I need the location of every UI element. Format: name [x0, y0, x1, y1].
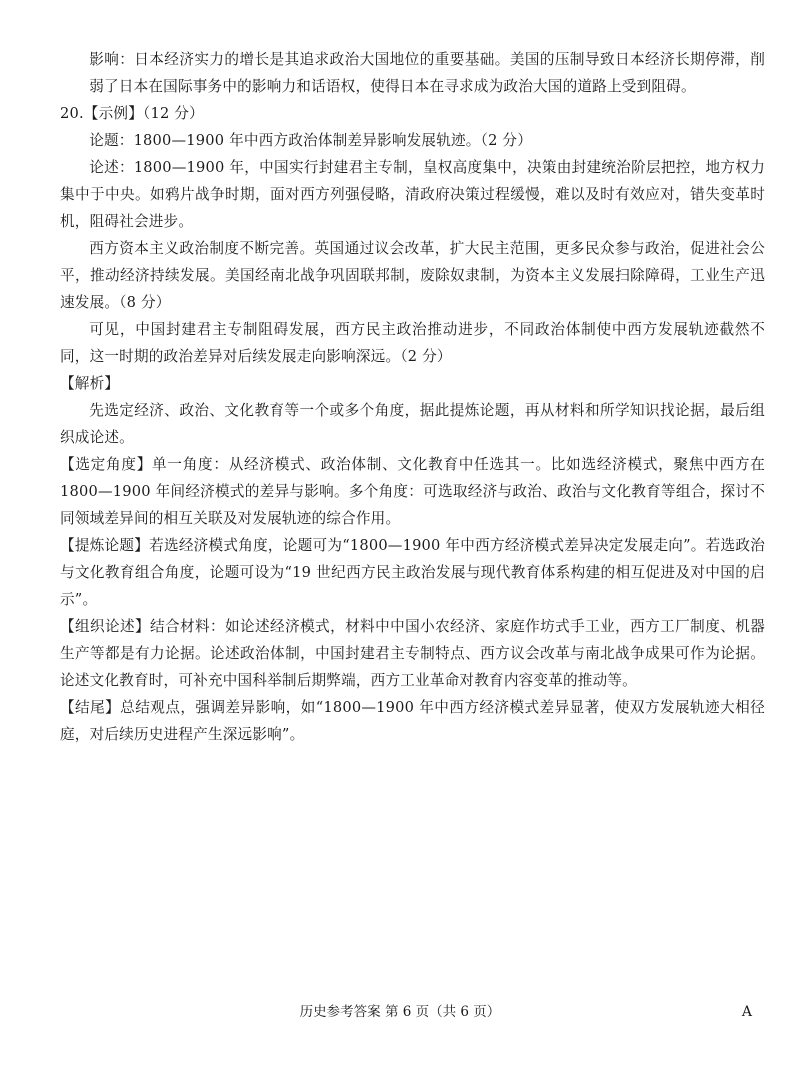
paper-version-mark: A: [741, 1004, 752, 1020]
thesis-paragraph: 论题：1800—1900 年中西方政治体制差异影响发展轨迹。（2 分）: [89, 132, 532, 149]
page-footer: [0, 1000, 800, 1024]
select-angle-paragraph: 【选定角度】单一角度：从经济模式、政治体制、文化教育中任选其一。比如选经济模式，聚焦中西方在 1800—1900 年间经济模式的差异与影响。多个角度：可选取经济与政治、政治与文化教育等组合，探讨不同领域差异间的相互关联及对发展轨迹的综合作用。: [60, 456, 765, 527]
answer-content: [60, 46, 765, 748]
argument-west-paragraph: 西方资本主义政治制度不断完善。英国通过议会改革，扩大民主范围，更多民众参与政治，促进社会公平，推动经济持续发展。美国经南北战争巩固联邦制，废除奴隶制，为资本主义发展扫除障碍，工业生产迅速发展。（8 分）: [60, 240, 765, 311]
analysis-label: 【解析】: [60, 375, 120, 392]
page-number-text: 历史参考答案 第 6 页（共 6 页）: [299, 1004, 501, 1020]
refine-thesis-paragraph: 【提炼论题】若选经济模式角度，论题可为“1800—1900 年中西方经济模式差异决定发展走向”。若选政治与文化教育组合角度，论题可设为“19 世纪西方民主政治发展与现代教育体系构建的相互促进及对中国的启示”。: [60, 537, 765, 608]
conclusion-paragraph: 可见，中国封建君主专制阻碍发展，西方民主政治推动进步，不同政治体制使中西方发展轨迹截然不同，这一时期的政治差异对后续发展走向影响深远。（2 分）: [60, 321, 765, 365]
ending-paragraph: 【结尾】总结观点，强调差异影响，如“1800—1900 年中西方经济模式差异显著，使双方发展轨迹大相径庭，对后续历史进程产生深远影响”。: [60, 699, 765, 743]
organize-argument-paragraph: 【组织论述】结合材料：如论述经济模式，材料中中国小农经济、家庭作坊式手工业，西方工厂制度、机器生产等都是有力论据。论述政治体制，中国封建君主专制特点、西方议会改革与南北战争成果可作为论据。论述文化教育时，可补充中国科举制后期弊端，西方工业革命对教育内容变革的推动等。: [60, 618, 765, 689]
argument-china-paragraph: 论述：1800—1900 年，中国实行封建君主专制，皇权高度集中，决策由封建统治阶层把控，地方权力集中于中央。如鸦片战争时期，面对西方列强侵略，清政府决策过程缓慢，难以及时有效应对，错失变革时机，阻碍社会进步。: [60, 159, 765, 230]
question-20-header: 20.【示例】（12 分）: [60, 105, 204, 122]
influence-paragraph: 影响：日本经济实力的增长是其追求政治大国地位的重要基础。美国的压制导致日本经济长期停滞，削弱了日本在国际事务中的影响力和话语权，使得日本在寻求成为政治大国的道路上受到阻碍。: [89, 51, 765, 95]
analysis-intro-paragraph: 先选定经济、政治、文化教育等一个或多个角度，据此提炼论题，再从材料和所学知识找论据，最后组织成论述。: [60, 402, 765, 446]
